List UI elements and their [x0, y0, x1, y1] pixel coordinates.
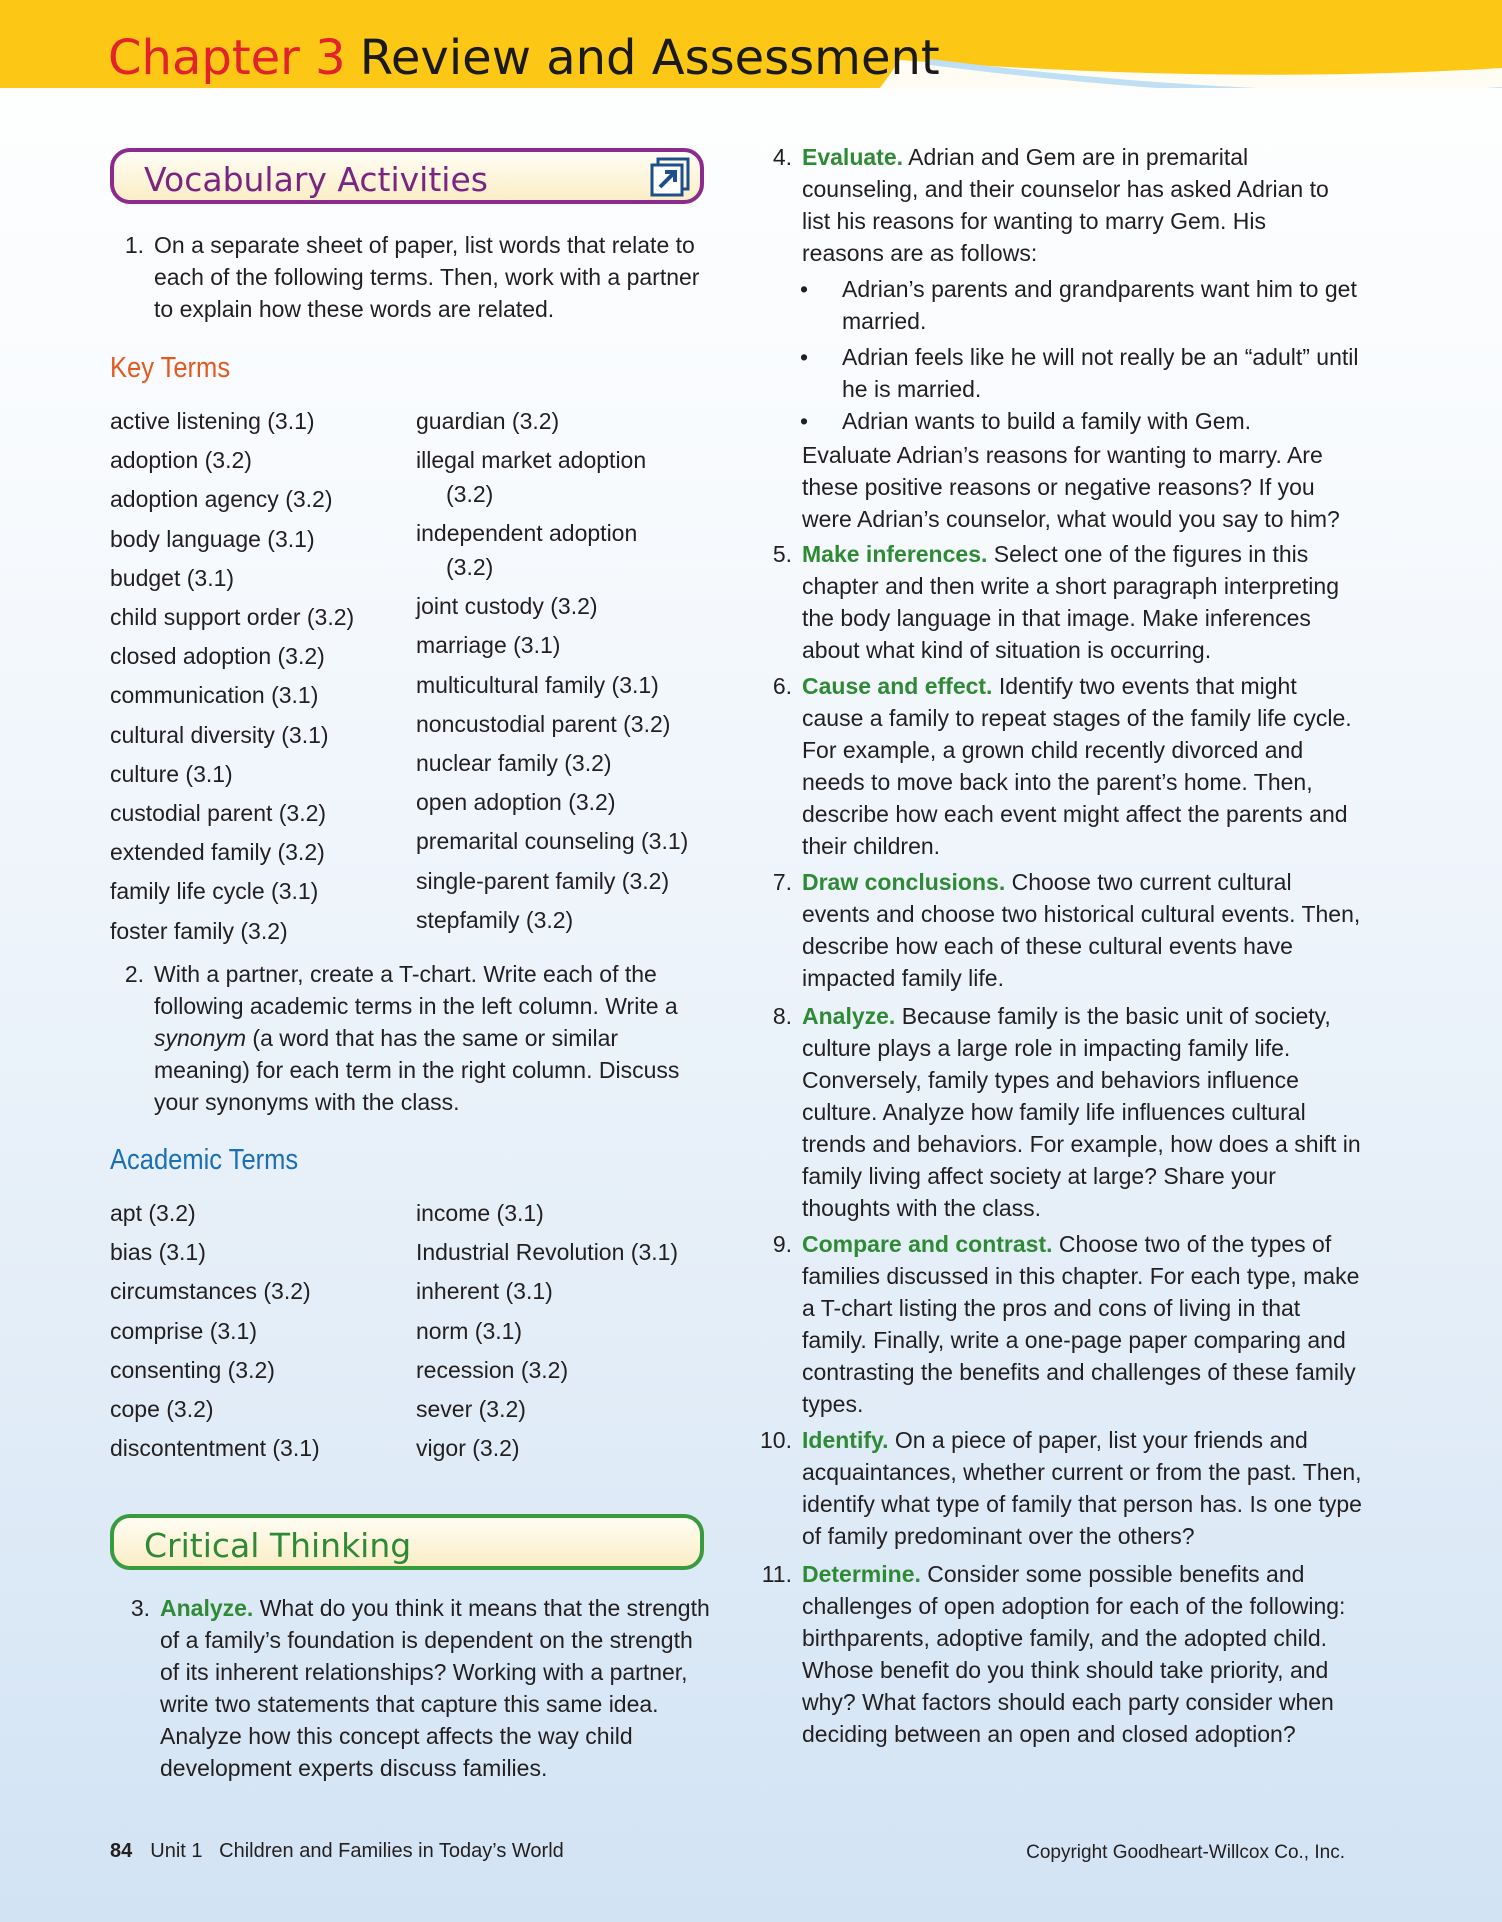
question-body: Consider some possible benefits and challenges of open adoption for each of the following: birthparents, adoptive family, and the adopted child. Whose benefit do you think should take priority, and why? What factors should each party consider when deciding between an open and closed adoption? [802, 1561, 1346, 1747]
bullet-dot: • [800, 408, 809, 434]
term-item [416, 785, 616, 819]
copyright: Copyright Goodheart-Willcox Co., Inc. [1026, 1842, 1345, 1863]
question-body: Identify two events that might cause a family to repeat stages of the family life cycle. For example, a grown child recently divorced and needs to move back into the parent’s home. Then, describe how each event might affect the parents and their children. [802, 673, 1352, 859]
term-item: vigor (3.2) [416, 1435, 520, 1462]
chapter-header [0, 0, 1502, 88]
term-text-continued: (3.2) [446, 481, 494, 508]
question-keyword: Determine. [802, 1561, 921, 1587]
term-item: adoption (3.2) [110, 447, 252, 474]
item-text-italic: synonym [154, 1025, 247, 1051]
q4-bullet-1 [800, 273, 1360, 337]
term-item: custodial parent (3.2) [110, 800, 327, 826]
question-number: 4. [772, 144, 792, 170]
term-item: discontentment (3.1) [110, 1435, 320, 1462]
question-number: 11. [761, 1561, 792, 1587]
question-keyword: Analyze. [802, 1003, 896, 1029]
question-number: 5. [772, 541, 792, 567]
external-link-icon[interactable] [650, 157, 690, 197]
term-item: extended family (3.2) [110, 839, 325, 866]
question-body: Adrian and Gem are in premarital counseling, and their counselor has asked Adrian to list his reasons for wanting to marry Gem. His reasons are as follows: [802, 144, 1329, 266]
page-footer [110, 1840, 564, 1863]
question-number: 8. [772, 1003, 792, 1029]
key-terms-heading: Key Terms [110, 352, 231, 384]
term-item: family life cycle (3.1) [110, 878, 319, 905]
term-text-continued: (3.2) [446, 554, 494, 581]
question-keyword: Identify. [802, 1427, 889, 1453]
chapter-title-text: Review and Assessment [359, 30, 940, 86]
item-number: 2. [124, 961, 144, 987]
vocabulary-heading-label: Vocabulary Activities [144, 160, 488, 199]
term-text: illegal market adoption [416, 447, 647, 474]
term-item [416, 824, 688, 858]
question-4-after [752, 439, 1362, 535]
term-item [416, 628, 560, 662]
term-text: single-parent family (3.2) [416, 867, 670, 894]
term-item: cultural diversity (3.1) [110, 721, 329, 748]
term-item: communication (3.1) [110, 682, 319, 709]
question-3 [110, 1592, 710, 1792]
item-text-pre: With a partner, create a T-chart. Write each of the following academic terms in the left column. Write a [154, 961, 678, 1019]
term-item: foster family (3.2) [110, 917, 288, 944]
critical-heading-label: Critical Thinking [144, 1526, 412, 1565]
question-body: On a piece of paper, list your friends and acquaintances, whether current or from the past. Then, identify what type of family that person has. Is one type of family predominant over the others? [802, 1427, 1362, 1549]
term-item: bias (3.1) [110, 1239, 206, 1266]
term-item: apt (3.2) [110, 1200, 196, 1226]
term-text: nuclear family (3.2) [416, 750, 612, 776]
question-text [160, 1592, 716, 1784]
question-text [802, 1228, 1362, 1420]
question-keyword: Draw conclusions. [802, 869, 1006, 895]
question-keyword: Analyze. [160, 1595, 254, 1621]
chapter-number: Chapter 3 [108, 30, 346, 86]
term-text: multicultural family (3.1) [416, 671, 659, 698]
term-item: culture (3.1) [110, 760, 233, 787]
question-number: 9. [772, 1231, 792, 1257]
question-number: 3. [130, 1595, 150, 1621]
term-text: open adoption (3.2) [416, 789, 616, 816]
question-text [802, 538, 1362, 666]
page-number: 84 [110, 1840, 133, 1862]
vocabulary-activities-heading [110, 148, 704, 204]
question-text [802, 866, 1362, 994]
term-item: comprise (3.1) [110, 1317, 257, 1344]
critical-thinking-heading [110, 1514, 704, 1570]
academic-terms-heading: Academic Terms [110, 1144, 299, 1176]
term-item [416, 404, 559, 438]
term-text: marriage (3.1) [416, 632, 561, 659]
question-body: Choose two of the types of families discussed in this chapter. For each type, make a T-chart listing the pros and cons of living in that family. Finally, write a one-page paper comparing and contrasting the benefits and challenges of these family types. [802, 1231, 1360, 1417]
bullet-text: Adrian’s parents and grandparents want him to get married. [842, 276, 1357, 334]
question-text [802, 670, 1362, 862]
item-text: On a separate sheet of paper, list words that relate to each of the following terms. Then, work with a partner to explain how these words are related. [154, 232, 700, 322]
term-item: norm (3.1) [416, 1317, 523, 1344]
term-item: cope (3.2) [110, 1396, 214, 1422]
term-item: inherent (3.1) [416, 1278, 553, 1305]
question-number: 7. [772, 869, 792, 895]
term-item [416, 668, 659, 702]
term-item: consenting (3.2) [110, 1356, 275, 1383]
question-text [802, 141, 1347, 269]
term-text: stepfamily (3.2) [416, 906, 574, 933]
bullet-text: Adrian feels like he will not really be an “adult” until he is married. [842, 344, 1359, 402]
unit-title: Unit 1 Children and Families in Today’s World [150, 1840, 564, 1862]
question-keyword: Compare and contrast. [802, 1231, 1053, 1257]
term-text: noncustodial parent (3.2) [416, 710, 671, 737]
term-item: active listening (3.1) [110, 408, 315, 434]
question-text [802, 1000, 1362, 1224]
term-item [416, 707, 670, 741]
term-item [416, 903, 573, 937]
term-item: income (3.1) [416, 1200, 544, 1226]
term-item: adoption agency (3.2) [110, 486, 333, 513]
term-item: body language (3.1) [110, 525, 315, 552]
term-item: sever (3.2) [416, 1396, 526, 1422]
term-item: Industrial Revolution (3.1) [416, 1239, 679, 1266]
term-item [416, 746, 612, 780]
item-number: 1. [124, 232, 144, 258]
term-item: budget (3.1) [110, 564, 235, 591]
question-body: Choose two current cultural events and choose two historical cultural events. Then, describe how each of these cultural events have impacted family life. [802, 869, 1361, 991]
question-body: What do you think it means that the strength of a family’s foundation is dependent on the strength of its inherent relationships? Working with a partner, write two statements that capture this same idea. Analyze how this concept affects the way child development experts discuss families. [160, 1595, 710, 1781]
term-text: joint custody (3.2) [416, 593, 598, 620]
item-text-post: (a word that has the same or similar meaning) for each term in the right column. Discuss your synonyms with the class. [154, 1025, 680, 1115]
term-item [416, 443, 646, 511]
term-item: child support order (3.2) [110, 604, 355, 630]
vocab-item-2 [110, 958, 710, 1123]
bullet-dot: • [800, 276, 809, 302]
question-number: 10. [760, 1427, 792, 1453]
term-item: circumstances (3.2) [110, 1278, 311, 1305]
term-item: closed adoption (3.2) [110, 643, 325, 670]
chapter-title [108, 28, 940, 88]
question-body: Because family is the basic unit of society, culture plays a large role in impacting family life. Conversely, family types and behaviors influence culture. Analyze how family life influences cultural trends and behaviors. For example, how does a shift in family living affect society at large? Share your thoughts with the class. [802, 1003, 1361, 1221]
term-text: guardian (3.2) [416, 408, 560, 434]
bullet-text: Adrian wants to build a family with Gem. [842, 408, 1252, 434]
term-item [416, 864, 669, 898]
bullet-dot: • [800, 344, 809, 370]
q4-bullet-3 [800, 405, 1360, 437]
question-keyword: Cause and effect. [802, 673, 993, 699]
q4-bullet-2 [800, 341, 1360, 405]
question-4 [752, 141, 1362, 271]
term-item: recession (3.2) [416, 1356, 569, 1383]
item-text [154, 958, 710, 1118]
question-text [802, 1424, 1362, 1552]
question-body: Select one of the figures in this chapter and then write a short paragraph interpreting the body language in that image. Make inferences about what kind of situation is occurring. [802, 541, 1339, 663]
question-body: Evaluate Adrian’s reasons for wanting to marry. Are these positive reasons or negative reasons? If you were Adrian’s counselor, what would you say to him? [802, 442, 1340, 532]
term-item [416, 589, 598, 623]
question-keyword: Evaluate. [802, 144, 903, 170]
term-text: premarital counseling (3.1) [416, 828, 689, 855]
term-text: independent adoption [416, 520, 638, 547]
question-text [802, 1558, 1362, 1750]
question-number: 6. [772, 673, 792, 699]
term-item [416, 516, 637, 584]
question-keyword: Make inferences. [802, 541, 988, 567]
vocab-item-1 [110, 229, 710, 329]
